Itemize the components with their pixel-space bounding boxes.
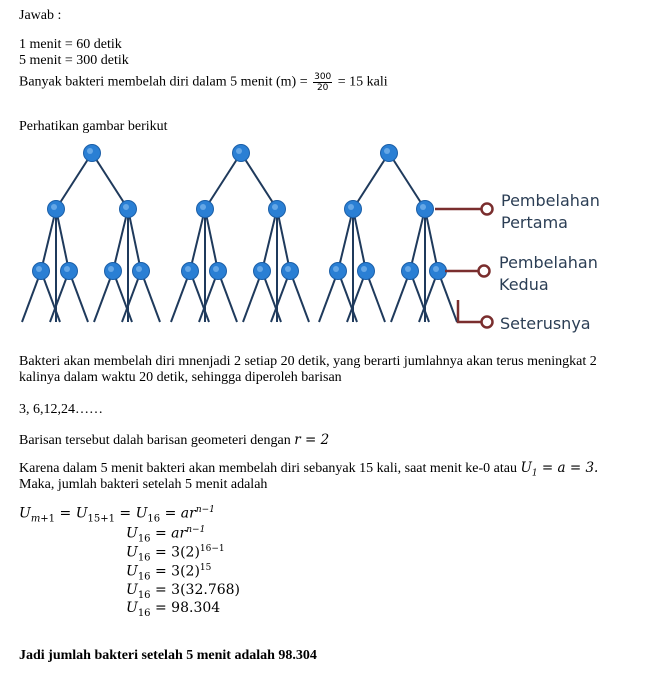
geometric-statement: [19, 432, 329, 449]
jawab-label: Jawab :: [19, 8, 62, 23]
tree-1-branch: [190, 209, 205, 271]
paragraph-division: Bakteri akan membelah diri mnenjadi 2 setiap 20 detik, yang berarti jumlahnya akan terus meningkat 2 kalinya dalam waktu 20 detik, sehingga diperoleh barisan: [19, 354, 597, 385]
tree-0-level2-node-highlight: [108, 266, 114, 272]
tree-1-level2-node-highlight: [213, 266, 219, 272]
tree-0-level2-node-highlight: [36, 266, 42, 272]
tree-2-branch: [410, 209, 425, 271]
tree-2-branch: [338, 209, 353, 271]
fraction: [313, 72, 332, 93]
eq3-right: = 3(2): [155, 544, 200, 561]
tree-1-level1-node-highlight: [272, 204, 278, 210]
label-pembelahan-kedua-line1: Pembelahan: [499, 253, 598, 272]
eq1-right: = ar: [164, 505, 196, 522]
tree-1-level2-node-highlight: [185, 266, 191, 272]
label-pembelahan-kedua-line2: Kedua: [499, 275, 549, 294]
maka-statement: Maka, jumlah bakteri setelah 5 menit adalah: [19, 477, 268, 492]
tree-2-root-node-highlight: [384, 148, 390, 154]
tree-0-level1-node-highlight: [123, 204, 129, 210]
conclusion: Jadi jumlah bakteri setelah 5 menit adalah 98.304: [19, 648, 317, 663]
tree-0-level1-node-highlight: [51, 204, 57, 210]
equation-line-1: $U_{m+1} = U_{15+1} = U_{16} = ar^{n-1}$: [19, 505, 215, 525]
tree-2-level2-node-highlight: [361, 266, 367, 272]
equation-line-3: $U_{16} = 3(2)^{16-1}$: [126, 544, 225, 564]
tree-2-level2-node-highlight: [333, 266, 339, 272]
tree-2-level2-node-highlight: [405, 266, 411, 272]
tree-1-level1-node-highlight: [200, 204, 206, 210]
tree-1-level2-node-highlight: [257, 266, 263, 272]
conversion-1: 1 menit = 60 detik: [19, 37, 122, 52]
eq6-right: = 98.304: [155, 600, 221, 616]
pointer-first-end: [482, 204, 493, 215]
eq2-right: = ar: [155, 525, 187, 542]
tree-0-level2-node-highlight: [136, 266, 142, 272]
equation-line-6: $U_{16} = 98.304$: [126, 600, 221, 619]
tree-2-branch: [353, 153, 389, 209]
equation-line-5: $U_{16} = 3(32.768)$: [126, 582, 240, 601]
tree-2-level2-node-highlight: [433, 266, 439, 272]
division-count: [19, 72, 388, 93]
tree-0-branch: [113, 209, 128, 271]
u1-math: $U_1 = a = 3$.: [520, 460, 599, 479]
tree-0-branch: [128, 209, 141, 271]
tree-2-branch: [389, 153, 425, 209]
tree-2-branch: [425, 209, 438, 271]
tree-1-level2-node-highlight: [285, 266, 291, 272]
label-seterusnya: Seterusnya: [500, 314, 591, 333]
equation-line-4: $U_{16} = 3(2)^{15}$: [126, 563, 212, 583]
pointer-rest: [458, 300, 481, 322]
pointer-rest-end: [482, 317, 493, 328]
tree-2-level1-node-highlight: [420, 204, 426, 210]
tree-1-branch: [241, 153, 277, 209]
pointer-second-end: [479, 266, 490, 277]
tree-1-branch: [205, 209, 218, 271]
tree-0-root-node-highlight: [87, 148, 93, 154]
tree-0-branch: [41, 209, 56, 271]
tree-1-branch: [262, 209, 277, 271]
fraction-denominator: 20: [316, 83, 329, 93]
eq4-exp: 15: [199, 563, 212, 573]
sequence: 3, 6,12,24……: [19, 402, 103, 417]
tree-0-branch: [92, 153, 128, 209]
conversion-2: 5 menit = 300 detik: [19, 53, 129, 68]
label-pembelahan-pertama-line1: Pembelahan: [501, 191, 600, 210]
tree-0-level2-node-highlight: [64, 266, 70, 272]
eq4-right: = 3(2): [155, 563, 200, 580]
division-result: = 15 kali: [337, 74, 388, 90]
u1-value: = a = 3.: [541, 460, 599, 476]
karena-text: Karena dalam 5 menit bakteri akan membelah diri sebanyak 15 kali, saat menit ke-0 atau: [19, 461, 517, 476]
tree-1-root-node-highlight: [236, 148, 242, 154]
geometric-text: Barisan tersebut dalah barisan geometeri dengan: [19, 433, 291, 448]
tree-2-level1-node-highlight: [348, 204, 354, 210]
fraction-numerator: 300: [314, 72, 332, 82]
tree-0-branch: [56, 153, 92, 209]
tree-0-branch: [56, 209, 69, 271]
tree-1-branch: [205, 153, 241, 209]
figure-intro: Perhatikan gambar berikut: [19, 119, 168, 134]
eq2-exp: n−1: [186, 525, 206, 535]
eq1-exp: n−1: [195, 505, 215, 515]
eq3-exp: 16−1: [199, 544, 225, 554]
label-pembelahan-pertama-line2: Pertama: [501, 213, 568, 232]
equation-line-2: $U_{16} = ar^{n-1}$: [126, 525, 206, 545]
bacteria-division-diagram: [15, 140, 635, 340]
ratio-math: r = 2: [294, 432, 330, 448]
eq5-right: = 3(32.768): [155, 582, 240, 598]
division-count-text: Banyak bakteri membelah diri dalam 5 menit (m) =: [19, 74, 308, 90]
tree-1-branch: [277, 209, 290, 271]
tree-2-branch: [353, 209, 366, 271]
